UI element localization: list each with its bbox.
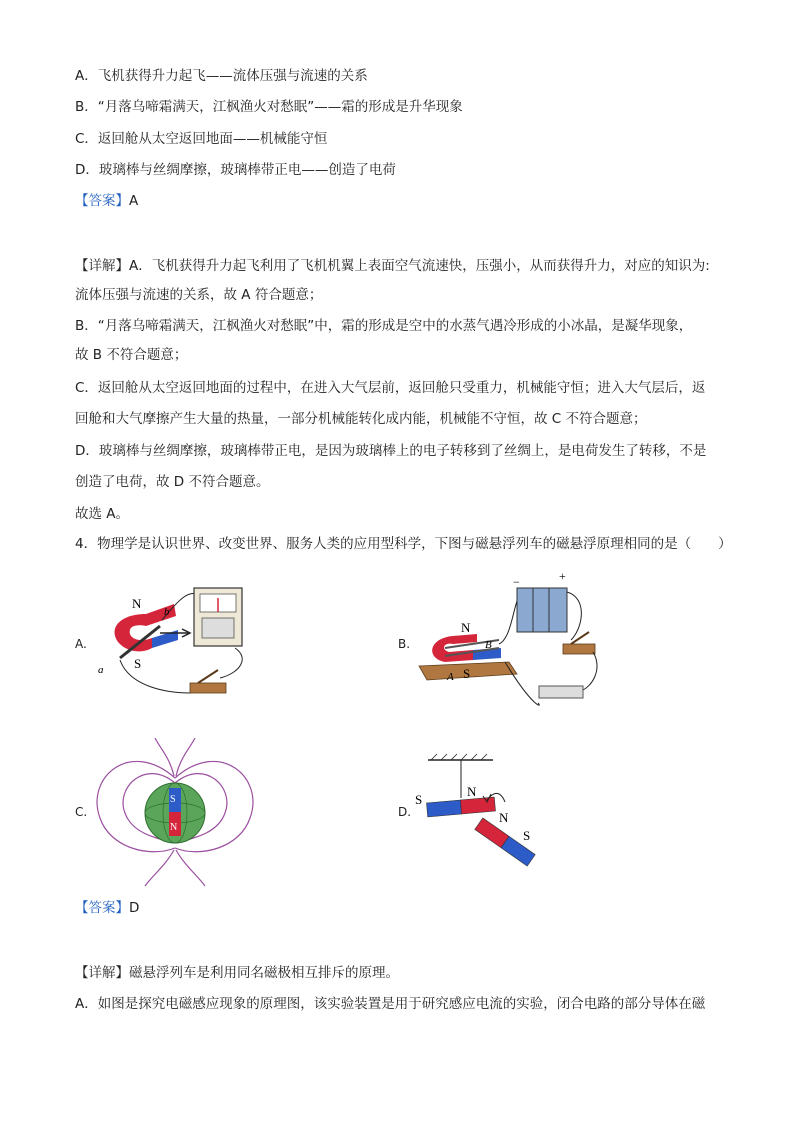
switch-icon (563, 644, 595, 654)
figure-b-minus: − (513, 575, 520, 589)
figure-a-s: S (134, 656, 142, 671)
detail-1-line-2: 流体压强与流速的关系，故 A 符合题意； (75, 287, 323, 303)
detail-1-line-8: 创造了电荷，故 D 不符合题意。 (75, 474, 270, 490)
answer-2 (75, 898, 139, 918)
detail-1-line-1: 【详解】A．飞机获得升力起飞利用了飞机机翼上表面空气流速快，压强小，从而获得升力，对应的知识为: (75, 258, 710, 274)
answer-value: A (129, 193, 139, 209)
detail-2-line-2: A．如图是探究电磁感应现象的原理图，该实验装置是用于研究感应电流的实验，闭合电路的部分导体在磁 (75, 996, 706, 1012)
question-4: 4．物理学是认识世界、改变世界、服务人类的应用型科学，下图与磁悬浮列车的磁悬浮原理相同的是（ ） (75, 536, 732, 552)
answer-tag: 【答案】 (75, 193, 129, 209)
answer-tag: 【答案】 (75, 900, 129, 916)
figure-c-n: N (170, 822, 178, 833)
horseshoe-magnet-icon (432, 634, 477, 662)
option-b-label: B. (398, 637, 411, 651)
detail-1-line-7: D．玻璃棒与丝绸摩擦，玻璃棒带正电，是因为玻璃棒上的电子转移到了丝绸上，是电荷发生了转移，不是 (75, 443, 707, 459)
figure-a-generator (90, 578, 270, 708)
prev-option-d: D．玻璃棒与丝绸摩擦，玻璃棒带正电——创造了电荷 (75, 162, 396, 178)
figure-d-n2: N (499, 810, 509, 825)
answer-1 (75, 191, 138, 211)
figure-b-motor (413, 568, 613, 718)
answer-value: D (129, 900, 140, 916)
detail-1-line-4: 故 B 不符合题意； (75, 347, 188, 363)
prev-option-b: B．“月落乌啼霜满天，江枫渔火对愁眠”——霜的形成是升华现象 (75, 99, 463, 115)
rheostat-icon (539, 686, 583, 698)
figure-b-a: A (447, 671, 454, 683)
figure-a-b: b (164, 606, 170, 618)
figure-b-s: S (463, 666, 471, 681)
prev-option-a: A．飞机获得升力起飞——流体压强与流速的关系 (75, 68, 368, 84)
detail-1-line-9: 故选 A。 (75, 506, 130, 522)
figure-b-n: N (461, 620, 471, 635)
figure-c-earth (90, 738, 260, 888)
detail-1-line-3: B．“月落乌啼霜满天，江枫渔火对愁眠”中，霜的形成是空中的水蒸气遇冷形成的小冰晶，是凝华现象， (75, 318, 693, 334)
figure-b-b: B (485, 639, 492, 651)
figure-c-s: S (170, 794, 176, 805)
figure-d-s2: S (523, 828, 531, 843)
figure-d-magnets (413, 750, 543, 870)
option-a-label: A. (75, 637, 87, 651)
battery-icon (517, 588, 535, 632)
figure-a-a: a (98, 664, 104, 676)
option-c-label: C. (75, 805, 88, 819)
figure-a-n: N (132, 596, 142, 611)
detail-1-line-5: C．返回舱从太空返回地面的过程中，在进入大气层前，返回舱只受重力，机械能守恒；进入大气层后，返 (75, 380, 706, 396)
detail-tag: 【详解】 (75, 258, 129, 274)
prev-option-c: C．返回舱从太空返回地面——机械能守恒 (75, 131, 328, 147)
detail-tag: 【详解】 (75, 965, 129, 981)
figure-d-s1: S (415, 792, 423, 807)
detail-1-line-6: 回舱和大气摩擦产生大量的热量，一部分机械能转化成内能，机械能不守恒，故 C 不符合题意； (75, 411, 647, 427)
figure-d-n1: N (467, 784, 477, 799)
switch-icon (190, 683, 226, 693)
detail-2-line-1: 【详解】磁悬浮列车是利用同名磁极相互排斥的原理。 (75, 965, 399, 981)
figure-b-plus: + (559, 569, 566, 583)
option-d-label: D. (398, 805, 412, 819)
